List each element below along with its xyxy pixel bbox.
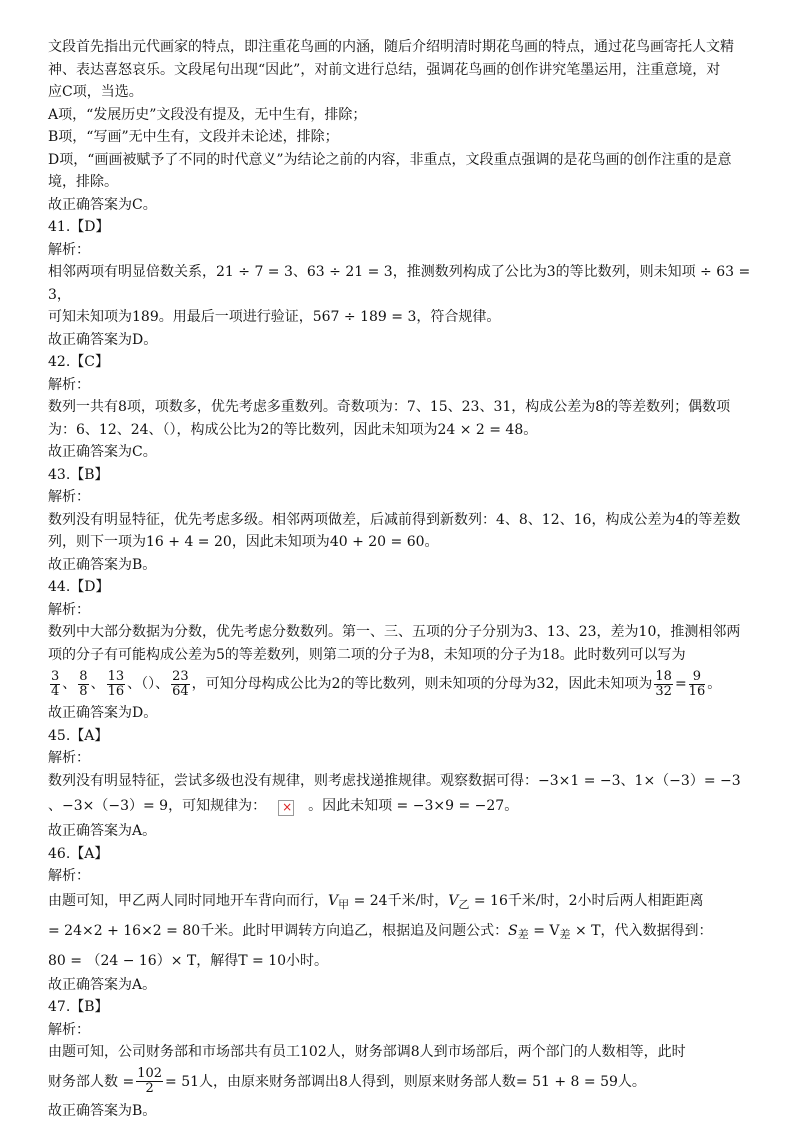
q41-answer: 故正确答案为D。 xyxy=(48,331,158,348)
text: ， xyxy=(56,286,71,303)
q46-answer: 故正确答案为A。 xyxy=(48,976,157,993)
blank-term: （） xyxy=(141,676,156,692)
q46-text-line xyxy=(48,948,756,974)
q43-analysis-label: 解析： xyxy=(48,489,90,505)
formula: T = 10小时 xyxy=(238,952,315,969)
q41-analysis-label: 解析： xyxy=(48,241,90,258)
q43-text-line xyxy=(48,531,756,554)
q40-text-line: 应C项，当选。 xyxy=(48,84,143,100)
fraction: $\frac{9}{16}$ xyxy=(688,668,706,699)
fraction: $\frac{102}{2}$ xyxy=(137,1066,163,1096)
text: 。 xyxy=(504,798,519,814)
text: 。此时甲调转方向追乙，根据追及问题公式： xyxy=(228,922,509,939)
text: 为：6、12、24、（），构成公比为2的等比数列，因此未知项为 xyxy=(48,421,438,438)
q46-heading: 46.【A】 xyxy=(48,845,109,862)
text: 列，则下一项为 xyxy=(48,534,146,550)
text: ，推测数列构成了公比为3的等比数列，则 xyxy=(392,264,654,280)
formula: 财务部人数 = xyxy=(48,1073,135,1090)
text: ，2小时后两人相距距离 xyxy=(554,892,704,909)
q43-text-line: 数列没有明显特征，优先考虑多级。相邻两项做差，后减前得到新数列：4、8、12、16，构成公差为4的等差数 xyxy=(48,511,741,528)
q44-text-line: 项的分子有可能构成公差为5的等差数列，则第二项的分子为8，未知项的分子为18。此时数列可以写为 xyxy=(48,646,686,663)
q46-text-line xyxy=(48,918,756,948)
q43-heading: 43.【B】 xyxy=(48,466,109,483)
formula: −3×1 = −3、1×（−3）= −3 xyxy=(538,772,741,789)
q40-option-a: A项，“发展历史”文段没有提及，无中生有，排除； xyxy=(48,106,367,123)
q42-text-line xyxy=(48,419,756,442)
separator: 、 xyxy=(90,676,105,692)
formula: 未知项 = −3×9 = −27 xyxy=(350,798,505,814)
q40-text-line: 文段首先指出元代画家的特点，即注重花鸟画的内涵，随后介绍明清时期花鸟画的特点，通过花鸟画寄托人文精 xyxy=(48,39,734,55)
q46-analysis-label: 解析： xyxy=(48,868,90,884)
q47-answer: 故正确答案为B。 xyxy=(48,1102,157,1119)
q40-option-d: D项，“画画被赋予了不同的时代意义”为结论之前的内容，非重点，文段重点强调的是花鸟画的创作注重的是意 xyxy=(48,151,732,168)
text: 数列没有明显特征，尝试多级也没有规律，则考虑找递推规律。观察数据可得： xyxy=(48,772,538,789)
q44-answer: 故正确答案为D。 xyxy=(48,705,158,721)
q45-text-line xyxy=(48,770,756,793)
q45-heading: 45.【A】 xyxy=(48,727,109,744)
formula: 40 + 20 = 60 xyxy=(329,534,425,550)
q44-analysis-label: 解析： xyxy=(48,601,90,618)
q41-text-line xyxy=(48,261,756,306)
q47-text-line: 由题可知，公司财务部和市场部共有员工102人，财务部调8人到市场部后，两个部门的人数相等，此时 xyxy=(48,1044,686,1060)
equals: = xyxy=(674,676,687,692)
q42-answer: 故正确答案为C。 xyxy=(48,444,157,460)
q42-text-line: 数列一共有8项，项数多，优先考虑多重数列。奇数项为：7、15、23、31，构成公差为8的等差数列；偶数项 xyxy=(48,399,731,415)
q44-text-line: 数列中大部分数据为分数，优先考虑分数数列。第一、三、五项的分子分别为3、13、23，差为10，推测相邻两 xyxy=(48,624,741,640)
text: ，可知规律为： xyxy=(168,798,267,814)
fraction: $\frac{13}{16}$ xyxy=(107,668,125,699)
q45-analysis-label: 解析： xyxy=(48,750,90,766)
q40-answer: 故正确答案为C。 xyxy=(48,196,157,213)
formula: = 51 + 8 = 59人 xyxy=(515,1073,632,1090)
fraction: $\frac{3}{4}$ xyxy=(51,668,60,699)
text: 由题可知，甲乙两人同时同地开车背向而行， xyxy=(48,892,328,909)
text: ，符合规律。 xyxy=(416,309,501,325)
text: 相邻两项有明显倍数关系， xyxy=(48,264,216,280)
text: ，代入数据得到： xyxy=(600,922,713,939)
fraction: $\frac{23}{64}$ xyxy=(172,668,189,699)
q44-heading: 44.【D】 xyxy=(48,579,110,595)
formula: 未知项 ÷ 63 = 3 xyxy=(48,264,751,303)
q42-analysis-label: 解析： xyxy=(48,376,90,393)
text: ，解得 xyxy=(196,952,239,969)
q45-text-line xyxy=(48,792,756,820)
text: 。 xyxy=(424,534,439,550)
formula: 24 × 2 = 48 xyxy=(437,421,524,438)
q41-text-line xyxy=(48,306,756,329)
formula: 80 = （24 − 16）× T xyxy=(48,952,197,969)
text: ，可知分母构成公比为2的等比数列，则未知项的分母为32，因此未知项为 xyxy=(191,676,653,692)
text: 。 xyxy=(631,1073,646,1090)
formula: $V_甲 = 24$千米/时 xyxy=(328,892,435,911)
separator: 、 xyxy=(62,676,77,692)
formula: $S_差 = V_差 \times T$ xyxy=(508,922,601,941)
q40-text-line: 境，排除。 xyxy=(48,174,118,190)
text: 、 xyxy=(48,798,62,814)
formula: 567 ÷ 189 = 3 xyxy=(312,309,417,325)
q47-heading: 47.【B】 xyxy=(48,999,109,1015)
text: 。 xyxy=(314,952,329,969)
q40-option-b: B项，“写画”无中生有，文段并未论述，排除； xyxy=(48,129,339,145)
text: 。因此 xyxy=(308,798,351,814)
text: 。 xyxy=(523,421,538,438)
formula: 21 ÷ 7 = 3、63 ÷ 21 = 3 xyxy=(216,264,393,280)
formula: $V_乙 = 16$千米/时 xyxy=(448,892,555,911)
q42-heading: 42.【C】 xyxy=(48,354,109,370)
formula: −3×（−3）= 9 xyxy=(62,798,169,814)
broken-image-icon xyxy=(278,800,294,816)
formula: 16 + 4 = 20 xyxy=(146,534,232,550)
text: ，因此未知项为 xyxy=(231,534,330,550)
q47-text-line xyxy=(48,1064,756,1100)
q44-fraction-line xyxy=(48,666,756,702)
formula: = 51人 xyxy=(165,1073,214,1090)
q46-text-line xyxy=(48,888,756,918)
fraction: $\frac{18}{32}$ xyxy=(655,668,672,699)
fraction: $\frac{8}{8}$ xyxy=(79,668,88,699)
text: 可知未知项为189。用最后一项进行验证， xyxy=(48,309,313,325)
answer-explanations-page xyxy=(48,36,756,1122)
text: 。 xyxy=(707,676,722,692)
q45-answer: 故正确答案为A。 xyxy=(48,823,157,839)
text: ， xyxy=(434,892,449,909)
separator: 、 xyxy=(127,676,142,692)
q40-text-line: 神、表达喜怒哀乐。文段尾句出现“因此”，对前文进行总结，强调花鸟画的创作讲究笔墨运用，注重意境，对 xyxy=(48,61,721,78)
formula: = 24×2 + 16×2 = 80千米 xyxy=(48,922,229,939)
separator: 、 xyxy=(155,676,170,692)
text: ，由原来财务部调出8人得到，则原来财务部人数 xyxy=(213,1073,516,1090)
q47-analysis-label: 解析： xyxy=(48,1021,90,1038)
q41-heading: 41.【D】 xyxy=(48,219,110,235)
q43-answer: 故正确答案为B。 xyxy=(48,556,157,573)
